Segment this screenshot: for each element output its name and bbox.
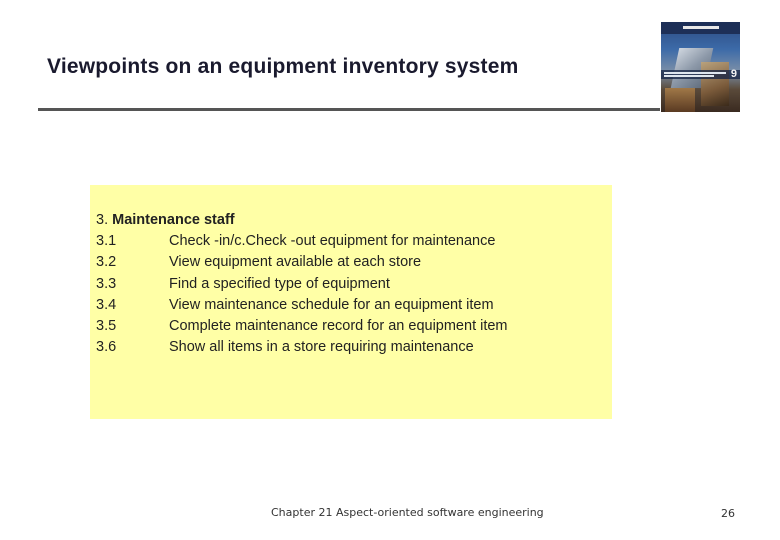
slide-footer: Chapter 21 Aspect-oriented software engineering	[271, 506, 544, 519]
cover-title-line	[664, 75, 714, 77]
cover-title-line	[664, 72, 726, 74]
list-heading-number: 3.	[96, 212, 109, 228]
book-cover-image	[661, 22, 740, 112]
cover-building-shape	[665, 88, 695, 112]
list-item-number: 3.4	[96, 296, 117, 313]
list-item-text: Find a specified type of equipment	[169, 275, 390, 292]
list-item-text: Show all items in a store requiring maintenance	[169, 339, 474, 356]
list-item-text: View maintenance schedule for an equipment item	[169, 296, 494, 313]
list-item	[96, 274, 508, 295]
list-item	[96, 337, 508, 358]
title-divider	[38, 108, 660, 111]
list-item-text: Check -in/c.Check -out equipment for maintenance	[169, 233, 496, 250]
list-item-number: 3.5	[96, 317, 117, 334]
list-item	[96, 295, 508, 316]
list-item-text: Complete maintenance record for an equipment item	[169, 317, 508, 334]
list-heading-text: Maintenance staff	[112, 212, 235, 228]
page-number: 26	[721, 507, 735, 520]
list-item-number: 3.3	[96, 275, 117, 292]
list-item	[96, 252, 508, 273]
list-item-text: View equipment available at each store	[169, 254, 422, 271]
cover-edition: 9	[730, 68, 737, 80]
cover-author-line	[683, 26, 719, 29]
slide-title: Viewpoints on an equipment inventory system	[47, 55, 519, 78]
list-item-number: 3.6	[96, 339, 117, 356]
cover-building-shape	[701, 62, 729, 106]
list-heading	[96, 210, 508, 231]
viewpoint-list	[96, 210, 508, 358]
list-item	[96, 231, 508, 252]
list-item-number: 3.1	[96, 233, 117, 250]
list-item	[96, 316, 508, 337]
list-item-number: 3.2	[96, 254, 117, 271]
